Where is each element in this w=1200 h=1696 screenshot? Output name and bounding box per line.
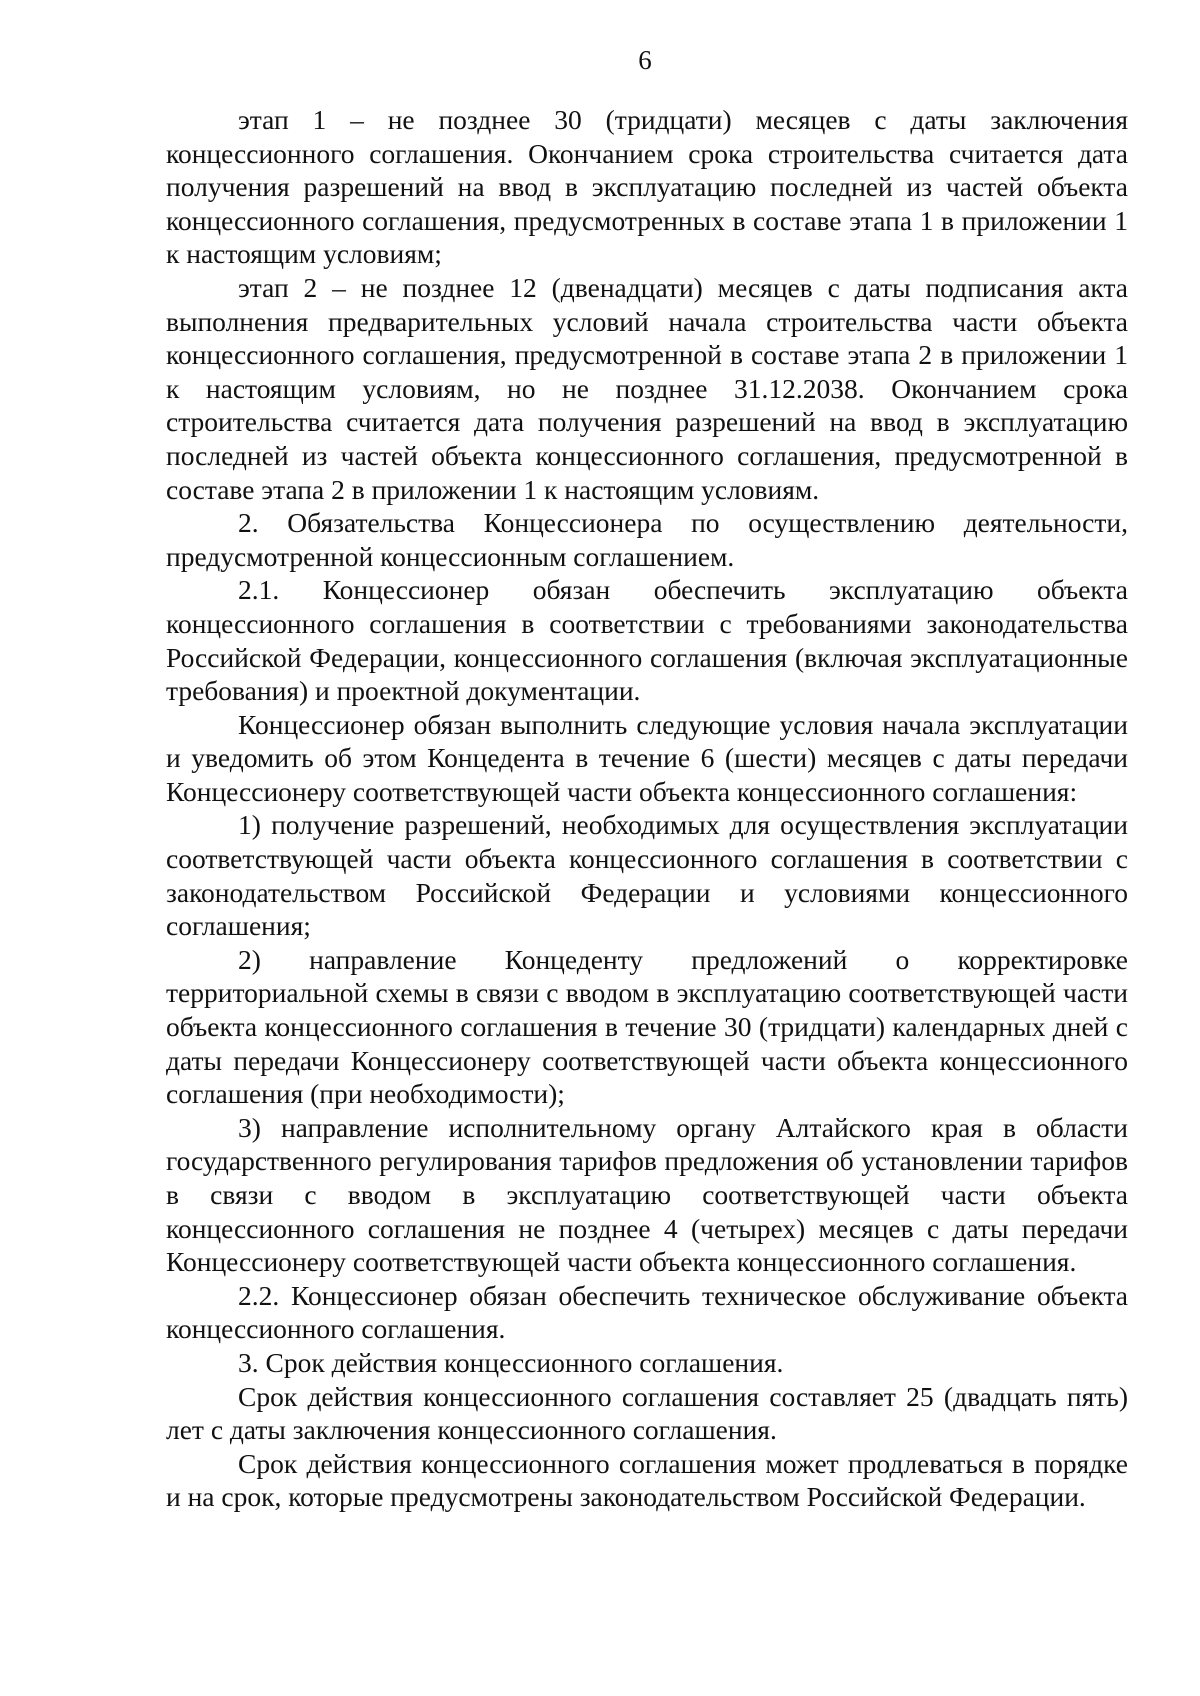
document-body bbox=[166, 103, 1128, 1514]
paragraph-stage-1: этап 1 – не позднее 30 (тридцати) месяцев с даты заключения концессионного соглашения. Окончанием срока строительства считается дата получения разрешений на ввод в эксплуатацию последней из частей объекта концессионного соглашения, предусмотренных в составе этапа 1 в приложении 1 к настоящим условиям; bbox=[166, 104, 1128, 270]
list-item-2: 2) направление Концеденту предложений о корректировке территориальной схемы в связи с вводом в эксплуатацию соответствующей части объекта концессионного соглашения в течение 30 (тридцати) календарных дней с даты передачи Концессионеру соответствующей части объекта концессионного соглашения (при необходимости); bbox=[166, 943, 1128, 1110]
page-number: 6 bbox=[638, 45, 652, 75]
paragraph-2-2: 2.2. Концессионер обязан обеспечить техническое обслуживание объекта концессионного соглашения. bbox=[166, 1279, 1128, 1345]
list-item-1: 1) получение разрешений, необходимых для осуществления эксплуатации соответствующей части объекта концессионного соглашения в соответствии с законодательством Российской Федерации и условиями концессионного соглашения; bbox=[166, 809, 1128, 942]
section-heading-term: 3. Срок действия концессионного соглашения. bbox=[238, 1346, 784, 1378]
section-heading-obligations: 2. Обязательства Концессионера по осуществлению деятельности, предусмотренной концессионным соглашением. bbox=[166, 507, 1128, 572]
paragraph-stage-2: этап 2 – не позднее 12 (двенадцати) месяцев с даты подписания акта выполнения предварительных условий начала строительства части объекта концессионного соглашения, предусмотренной в составе этапа 2 в приложении 1 к настоящим условиям, но не позднее 31.12.2038. Окончанием срока строительства считается дата получения разрешений на ввод в эксплуатацию последней из частей объекта концессионного соглашения, предусмотренной в составе этапа 2 в приложении 1 к настоящим условиям. bbox=[166, 271, 1128, 505]
paragraph-2-1: 2.1. Концессионер обязан обеспечить эксплуатацию объекта концессионного соглашения в соответствии с требованиями законодательства Российской Федерации, концессионного соглашения (включая эксплуатационные требования) и проектной документации. bbox=[166, 574, 1128, 707]
list-item-3: 3) направление исполнительному органу Алтайского края в области государственного регулирования тарифов предложения об установлении тарифов в связи с вводом в эксплуатацию соответствующей части объекта концессионного соглашения не позднее 4 (четырех) месяцев с даты передачи Концессионеру соответствующей части объекта концессионного соглашения. bbox=[166, 1111, 1128, 1278]
paragraph-operation-conditions: Концессионер обязан выполнить следующие условия начала эксплуатации и уведомить об этом Концедента в течение 6 (шести) месяцев с даты передачи Концессионеру соответствующей части объекта концессионного соглашения: bbox=[166, 708, 1128, 807]
paragraph-term-duration: Срок действия концессионного соглашения составляет 25 (двадцать пять) лет с даты заключения концессионного соглашения. bbox=[166, 1380, 1128, 1446]
paragraph-term-extension: Срок действия концессионного соглашения может продлеваться в порядке и на срок, которые предусмотрены законодательством Российской Федерации. bbox=[166, 1447, 1128, 1513]
